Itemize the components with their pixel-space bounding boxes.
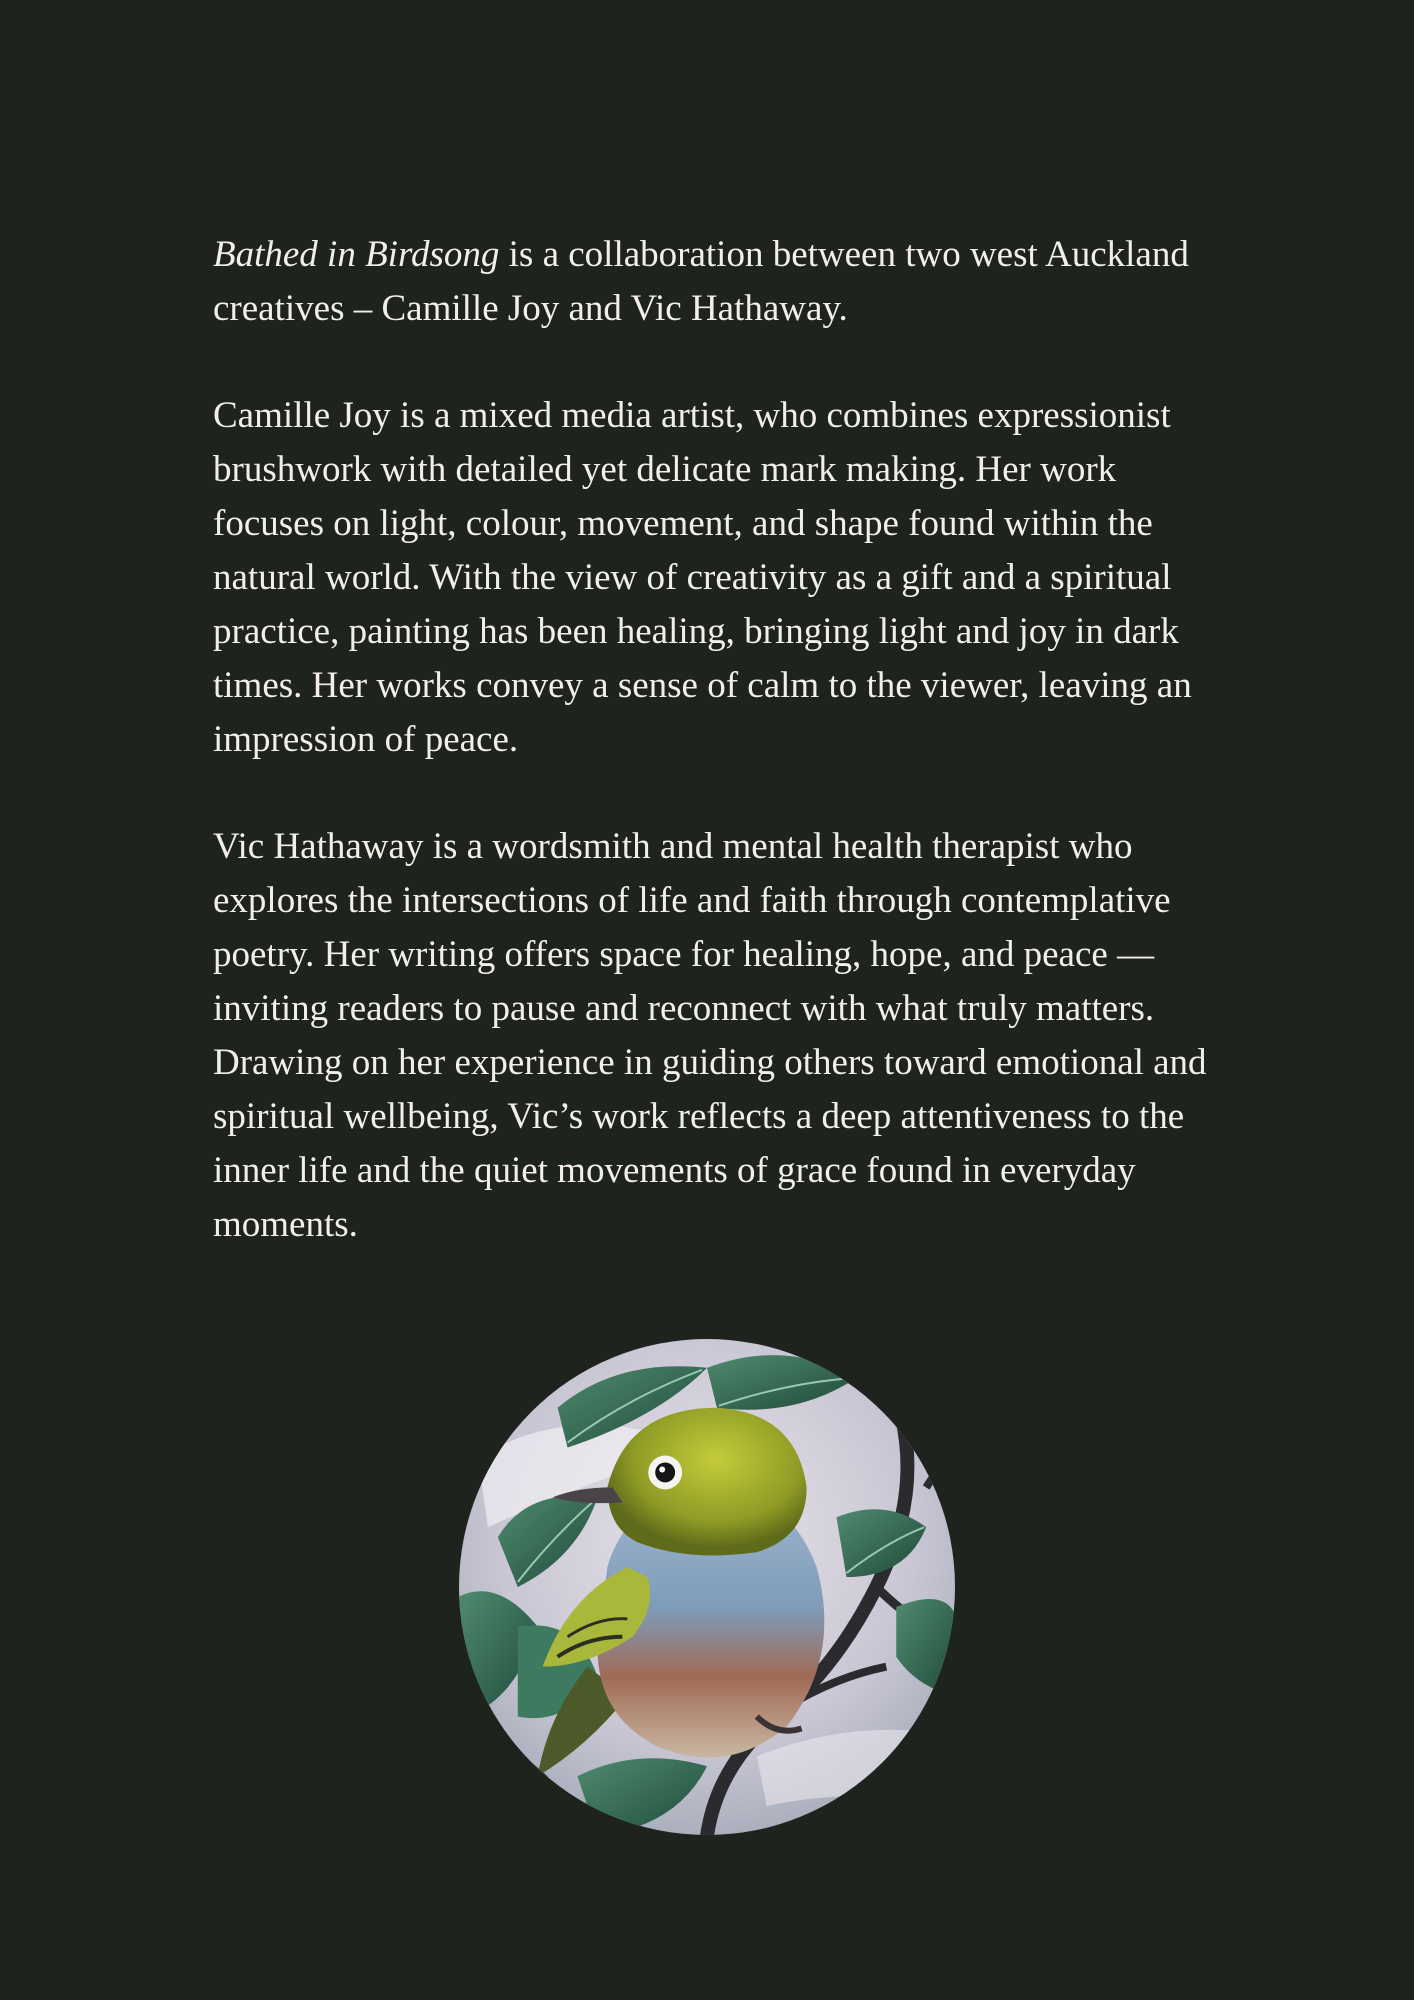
body-text: [213, 228, 1213, 1305]
camille-paragraph: Camille Joy is a mixed media artist, who combines expressionist brushwork with detailed yet delicate mark making. Her work focuses on light, colour, movement, and shape found within the natural world. With the view of creativity as a gift and a spiritual practice, painting has been healing, bringing light and joy in dark times. Her works convey a sense of calm to the viewer, leaving an impression of peace.: [213, 395, 1192, 760]
book-title: Bathed in Birdsong: [213, 234, 500, 275]
intro-text: is a collaboration between two west Auckland creatives – Camille Joy and Vic Hathaway.: [213, 234, 1189, 329]
vic-paragraph: Vic Hathaway is a wordsmith and mental health therapist who explores the intersections of life and faith through contemplative poetry. Her writing offers space for healing, hope, and peace — inviting readers to pause and reconnect with what truly matters. Drawing on her experience in guiding others toward emotional and spiritual wellbeing, Vic’s work reflects a deep attentiveness to the inner life and the quiet movements of grace found in everyday moments.: [213, 826, 1207, 1245]
intro-paragraph: [213, 228, 1213, 336]
silvereye-bird-painting-icon: [458, 1338, 956, 1836]
